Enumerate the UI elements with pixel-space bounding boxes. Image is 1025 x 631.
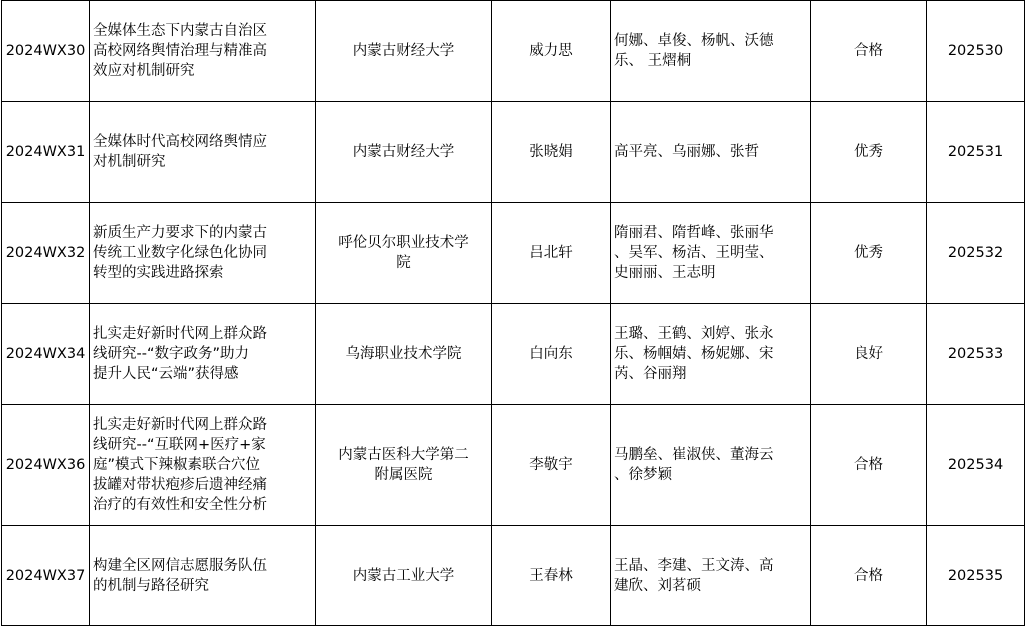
project-unit: 乌海职业技术学院 bbox=[316, 304, 492, 405]
results-table bbox=[1, 0, 1025, 626]
project-code: 2024WX31 bbox=[2, 102, 90, 203]
project-code: 2024WX30 bbox=[2, 1, 90, 102]
project-title: 构建全区网信志愿服务队伍 的机制与路径研究 bbox=[90, 526, 316, 626]
table-row bbox=[2, 203, 1025, 304]
project-unit: 内蒙古财经大学 bbox=[316, 102, 492, 203]
project-grade: 合格 bbox=[811, 405, 927, 526]
project-grade: 良好 bbox=[811, 304, 927, 405]
project-unit: 呼伦贝尔职业技术学 院 bbox=[316, 203, 492, 304]
project-members: 王晶、李建、王文涛、高 建欣、刘茗硕 bbox=[611, 526, 811, 626]
project-title: 扎实走好新时代网上群众路 线研究--“数字政务”助力 提升人民“云端”获得感 bbox=[90, 304, 316, 405]
project-leader: 白向东 bbox=[492, 304, 611, 405]
project-grade: 合格 bbox=[811, 526, 927, 626]
project-title: 全媒体生态下内蒙古自治区 高校网络舆情治理与精准高 效应对机制研究 bbox=[90, 1, 316, 102]
certificate-number: 202532 bbox=[927, 203, 1025, 304]
certificate-number: 202534 bbox=[927, 405, 1025, 526]
project-unit: 内蒙古工业大学 bbox=[316, 526, 492, 626]
certificate-number: 202530 bbox=[927, 1, 1025, 102]
table-row bbox=[2, 304, 1025, 405]
project-unit: 内蒙古财经大学 bbox=[316, 1, 492, 102]
table-row bbox=[2, 102, 1025, 203]
table-row bbox=[2, 526, 1025, 626]
project-grade: 优秀 bbox=[811, 102, 927, 203]
certificate-number: 202533 bbox=[927, 304, 1025, 405]
project-title: 新质生产力要求下的内蒙古 传统工业数字化绿色化协同 转型的实践进路探索 bbox=[90, 203, 316, 304]
certificate-number: 202531 bbox=[927, 102, 1025, 203]
project-leader: 吕北轩 bbox=[492, 203, 611, 304]
table-row bbox=[2, 1, 1025, 102]
project-leader: 张晓娟 bbox=[492, 102, 611, 203]
project-members: 何娜、卓俊、杨帆、沃德 乐、 王熠桐 bbox=[611, 1, 811, 102]
project-code: 2024WX36 bbox=[2, 405, 90, 526]
table-row bbox=[2, 405, 1025, 526]
project-title: 扎实走好新时代网上群众路 线研究--“互联网+医疗+家 庭”模式下辣椒素联合穴位 拔罐对带状疱疹后遗神经痛 治疗的有效性和安全性分析 bbox=[90, 405, 316, 526]
project-members: 隋丽君、隋哲峰、张丽华 、吴军、杨洁、王明莹、 史丽丽、王志明 bbox=[611, 203, 811, 304]
project-leader: 王春林 bbox=[492, 526, 611, 626]
project-code: 2024WX34 bbox=[2, 304, 90, 405]
project-leader: 李敬宇 bbox=[492, 405, 611, 526]
project-title: 全媒体时代高校网络舆情应 对机制研究 bbox=[90, 102, 316, 203]
project-code: 2024WX32 bbox=[2, 203, 90, 304]
project-unit: 内蒙古医科大学第二 附属医院 bbox=[316, 405, 492, 526]
project-code: 2024WX37 bbox=[2, 526, 90, 626]
certificate-number: 202535 bbox=[927, 526, 1025, 626]
project-members: 高平亮、乌丽娜、张哲 bbox=[611, 102, 811, 203]
project-grade: 优秀 bbox=[811, 203, 927, 304]
project-members: 王璐、王鹤、刘婷、张永 乐、杨帼婧、杨妮娜、宋 芮、谷丽翔 bbox=[611, 304, 811, 405]
project-leader: 威力思 bbox=[492, 1, 611, 102]
project-members: 马鹏垒、崔淑侠、董海云 、徐梦颖 bbox=[611, 405, 811, 526]
project-grade: 合格 bbox=[811, 1, 927, 102]
